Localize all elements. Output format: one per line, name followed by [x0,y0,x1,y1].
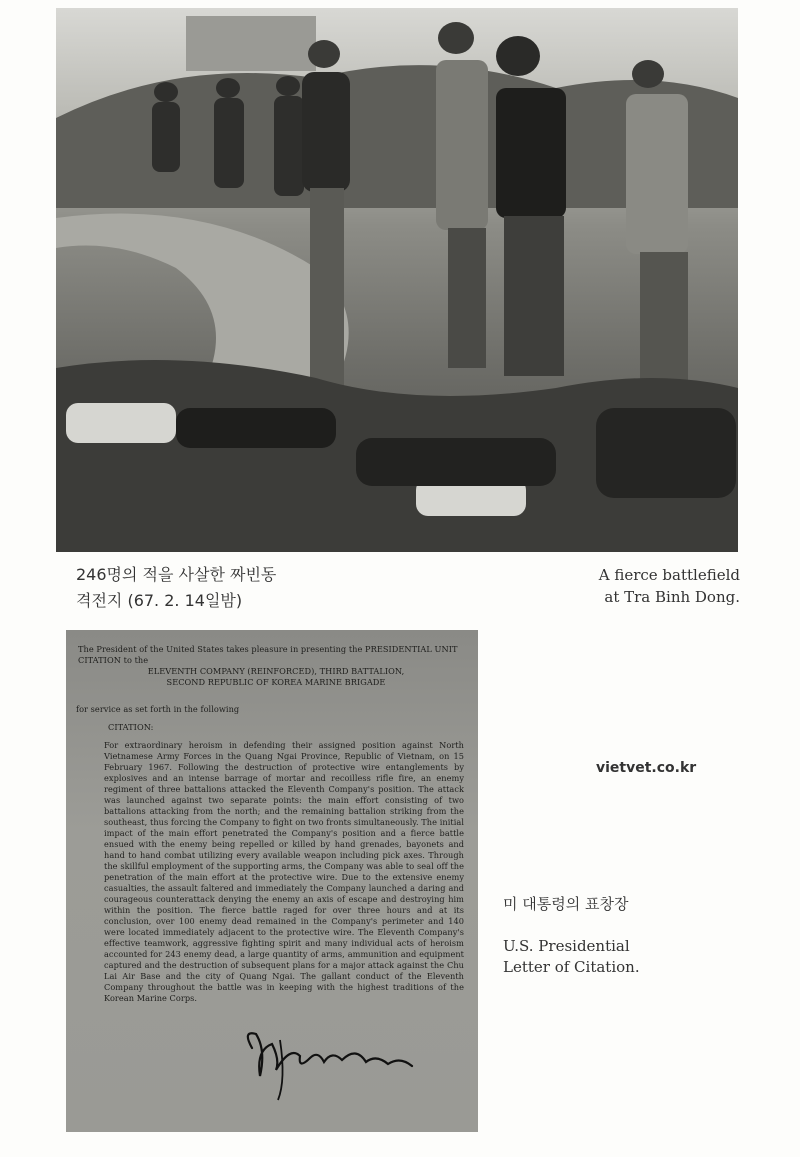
website-watermark: vietvet.co.kr [596,760,697,776]
citation-letter [66,630,478,1132]
letter-body: For extraordinary heroism in defending their assigned position against North Vietnamese Army Forces in the Quang Ngai Province, Republic of Vietnam, on 15 February 1967. Following the destruction of protective wire entanglements by explosives and an intense barrage of mortar and recoilless rifle fire, an enemy regiment of three battalions attacked the Eleventh Company's position. The attack was launched against two separate points: the main effort consisting of two battalions attacking from the north; and the remaining battalion striking from the southeast, thus forcing the Company to fight on two fronts simultaneously. The initial impact of the main effort penetrated the Company's position and a fierce battle ensued with the enemy being repelled or killed by hand grenades, bayonets and hand to hand combat utilizing every available weapon including pick axes. Through the skillful employment of the supporting arms, the Company was able to seal off the penetration of the main effort at the protective wire. Due to the extensive enemy casualties, the assault faltered and immediately the Company launched a daring and courageous counterattack denying the enemy an axis of escape and destroying him within the position. The fierce battle raged for over three hours and at its conclusion, over 100 enemy dead remained in the Company's perimeter and 140 were located immediately adjacent to the protective wire. The Eleventh Company's effective teamwork, aggressive fighting spirit and many individual acts of heroism accounted for 243 enemy dead, a large quantity of arms, ammunition and equipment captured and the destruction of subsequent plans for a major attack against the Chu Lai Air Base and the city of Quang Ngai. The gallant conduct of the Eleventh Company throughout the battle was in keeping with the highest traditions of the Korean Marine Corps. [104,740,464,1003]
letter-caption-english [503,936,640,978]
letter-citation-heading: CITATION: [108,722,154,732]
letter-unit-line2: SECOND REPUBLIC OF KOREA MARINE BRIGADE [166,677,386,687]
photo-caption-korean [76,562,436,614]
letter-service-line: for service as set forth in the following [76,704,240,714]
photo-caption-english-line2: at Tra Binh Dong. [604,588,740,606]
photo-caption-korean-line2: 격전지 (67. 2. 14일밤) [76,591,243,610]
letter-caption-english-line2: Letter of Citation. [503,958,640,976]
photo-caption-korean-line1: 246명의 적을 사살한 짜빈동 [76,565,277,584]
letter-caption-korean: 미 대통령의 표창장 [503,895,629,913]
signature-stroke-tail [278,1040,283,1100]
letter-header: The President of the United States takes pleasure in presenting the PRESIDENTIAL UNIT CITATION to the [78,644,458,665]
photo-caption-english [540,564,740,608]
bunker [186,16,316,71]
battlefield-photo-illustration [56,8,738,552]
letter-unit-line1: ELEVENTH COMPANY (REINFORCED), THIRD BATTALION, [147,666,405,676]
letter-caption-english-line1: U.S. Presidential [503,937,630,955]
ground-debris [56,360,738,552]
photo-caption-english-line1: A fierce battlefield [598,566,740,584]
signature-stroke-main [248,1033,412,1076]
battlefield-photo [56,8,738,552]
signature [66,630,478,1132]
